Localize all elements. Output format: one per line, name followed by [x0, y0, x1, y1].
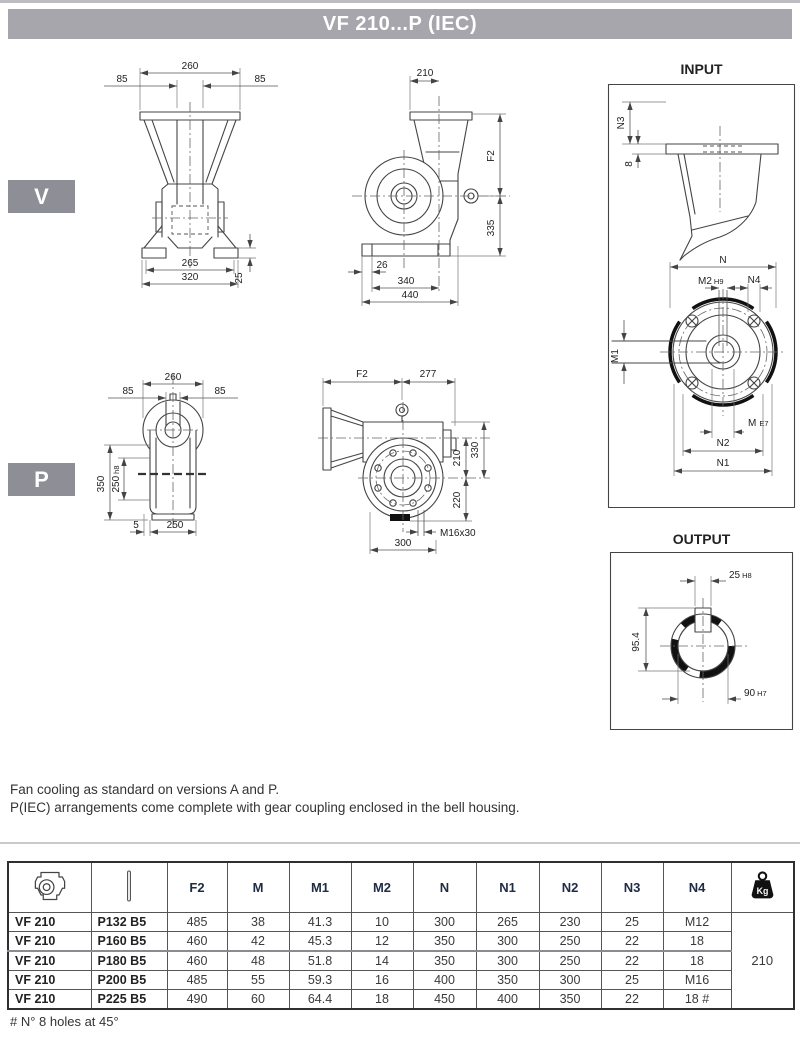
dim-input-n3: N3 [616, 116, 627, 130]
drawing-output-panel [610, 552, 793, 730]
table-row: VF 210 P160 B5 460 42 45.3 12 350 300 250 22 18 [8, 932, 794, 952]
drawing-p-front [92, 368, 262, 546]
dim-input-n2: N2 [716, 438, 730, 449]
input-panel-border [609, 85, 795, 508]
note-line-1: Fan cooling as standard on versions A and P. [10, 782, 280, 797]
dim-output-25h8: 25 H8 [729, 570, 752, 581]
col-header-gearbox [8, 862, 91, 913]
dim-input-m2: M2 H9 [698, 276, 724, 287]
table-row: VF 210 P225 B5 490 60 64.4 18 450 400 350 22 18 # [8, 990, 794, 1010]
p-side-geometry [318, 402, 490, 532]
col-header-m: M [227, 862, 289, 913]
notes-block [10, 781, 730, 817]
table-row: VF 210 P200 B5 485 55 59.3 16 400 350 300 25 M16 [8, 971, 794, 990]
dim-p-side-220: 220 [452, 491, 463, 509]
dim-output-90h7: 90 H7 [744, 688, 767, 699]
dim-p-front-250: 250 [166, 520, 184, 531]
dim-v-side-210: 210 [416, 68, 434, 79]
dimensions-table [7, 861, 795, 1010]
dim-input-8: 8 [624, 161, 635, 167]
dim-v-side-440: 440 [401, 290, 419, 301]
table-header-row [8, 862, 794, 913]
dim-p-side-f2: F2 [356, 369, 368, 380]
page-top-rule [0, 0, 800, 3]
col-header-motor-shaft [91, 862, 167, 913]
v-front-dimensions [104, 61, 278, 288]
dim-p-front-85-right: 85 [214, 386, 226, 397]
drawing-p-side [318, 362, 558, 560]
table-footnote: # N° 8 holes at 45° [10, 1014, 119, 1029]
v-front-geometry [140, 102, 240, 268]
motor-cell: P200 B5 [91, 971, 167, 990]
output-panel-title: OUTPUT [672, 531, 731, 547]
model-cell: VF 210 [8, 913, 91, 932]
motor-cell: P180 B5 [91, 951, 167, 971]
page-title: VF 210...P (IEC) [8, 9, 792, 39]
p-front-geometry [138, 374, 208, 528]
motor-shaft-icon [124, 869, 134, 903]
weight-kg-icon [749, 871, 776, 901]
col-header-n: N [413, 862, 476, 913]
input-panel-title: INPUT [680, 61, 723, 77]
dim-input-n4: N4 [747, 275, 761, 286]
col-header-n4: N4 [663, 862, 731, 913]
version-v-label: V [8, 180, 75, 213]
model-cell: VF 210 [8, 951, 91, 971]
motor-cell: P132 B5 [91, 913, 167, 932]
table-top-rule [0, 842, 800, 844]
dim-v-front-85-left: 85 [116, 74, 128, 85]
dim-v-side-335: 335 [486, 219, 497, 237]
dim-p-side-300: 300 [394, 538, 412, 549]
model-cell: VF 210 [8, 971, 91, 990]
dim-v-front-25: 25 [234, 272, 245, 284]
col-header-m1: M1 [289, 862, 351, 913]
dim-v-front-265: 265 [181, 258, 199, 269]
gearbox-icon [28, 868, 72, 904]
col-header-n2: N2 [539, 862, 601, 913]
svg-text:Kg: Kg [756, 885, 769, 896]
drawing-input-panel [608, 84, 795, 508]
motor-cell: P160 B5 [91, 932, 167, 952]
model-cell: VF 210 [8, 932, 91, 952]
dim-p-side-277: 277 [419, 369, 437, 380]
dim-v-front-85-right: 85 [254, 74, 266, 85]
dim-p-front-350: 350 [96, 475, 107, 493]
dim-v-front-320: 320 [181, 272, 199, 283]
col-header-n3: N3 [601, 862, 663, 913]
motor-cell: P225 B5 [91, 990, 167, 1010]
input-flange-dimensions [610, 255, 776, 476]
dim-v-front-260: 260 [181, 61, 199, 72]
dim-p-side-330: 330 [470, 441, 481, 459]
version-p-label: P [8, 463, 75, 496]
note-line-2: P(IEC) arrangements come complete with gear coupling enclosed in the bell housing. [10, 800, 520, 815]
dim-v-side-26: 26 [376, 260, 388, 271]
dim-p-side-210: 210 [452, 449, 463, 467]
col-header-n1: N1 [476, 862, 539, 913]
dim-input-m1: M1 [610, 349, 621, 363]
dim-input-n1: N1 [716, 458, 730, 469]
dim-p-front-5: 5 [133, 520, 139, 531]
weight-cell: 210 [731, 913, 794, 1010]
drain-plug [390, 514, 410, 521]
dim-p-front-85-left: 85 [122, 386, 134, 397]
col-header-kg [731, 862, 794, 913]
drawing-v-front [82, 56, 307, 296]
table-row: VF 210 P132 B5 485 38 41.3 10 300 265 230 25 M12 210 [8, 913, 794, 932]
dim-p-front-250h8: 250h8 [111, 465, 122, 493]
dim-input-m: M E7 [748, 418, 769, 429]
output-bore [660, 598, 750, 702]
dim-v-side-340: 340 [397, 276, 415, 287]
dim-input-n: N [719, 255, 727, 266]
model-cell: VF 210 [8, 990, 91, 1010]
dim-p-front-260: 260 [164, 372, 182, 383]
input-bell-section [616, 102, 778, 260]
drawing-v-side [308, 56, 523, 310]
dim-p-side-m16x30: M16x30 [440, 528, 476, 539]
col-header-f2: F2 [167, 862, 227, 913]
col-header-m2: M2 [351, 862, 413, 913]
dim-v-side-f2: F2 [486, 150, 497, 162]
dim-output-95-4: 95.4 [631, 632, 642, 652]
table-row: VF 210 P180 B5 460 48 51.8 14 350 300 250 22 18 [8, 951, 794, 971]
